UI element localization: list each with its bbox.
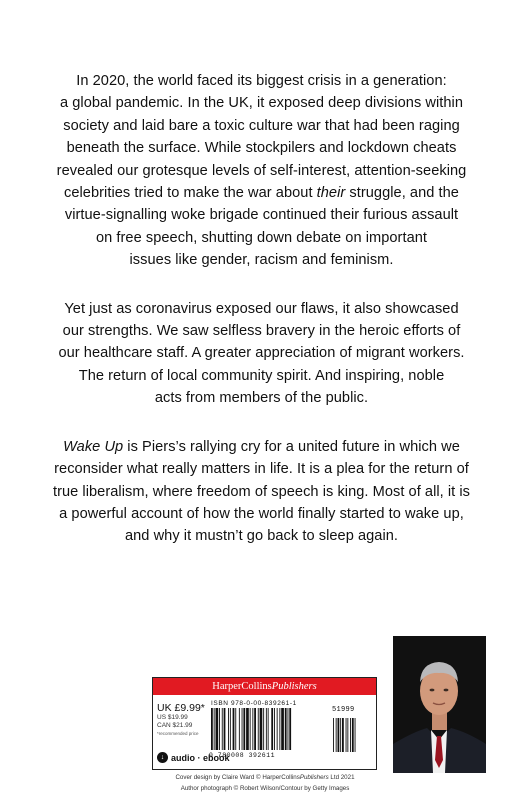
audio-ebook-text: audio · ebook bbox=[171, 752, 230, 763]
barcode-bar bbox=[252, 708, 253, 750]
blurb-line: our healthcare staff. A greater appreciation of migrant workers. bbox=[58, 345, 465, 362]
barcode-bar bbox=[277, 708, 278, 750]
publisher-suffix: Publishers bbox=[271, 681, 317, 692]
blurb-text: struggle, and the bbox=[345, 185, 459, 202]
barcode-bar bbox=[263, 708, 264, 750]
isbn-label: ISBN 978-0-00-839261-1 bbox=[211, 700, 297, 707]
barcode-bar bbox=[250, 708, 251, 750]
blurb-emphasis: their bbox=[316, 185, 346, 202]
blurb-line bbox=[40, 182, 483, 204]
barcode-bar bbox=[260, 708, 263, 750]
blurb-paragraph-1 bbox=[40, 70, 483, 272]
barcode-bar bbox=[230, 708, 231, 750]
barcode-bar bbox=[258, 708, 259, 750]
addon-barcode-bar bbox=[336, 718, 337, 752]
blurb-paragraph-3 bbox=[40, 436, 483, 548]
barcode-bar bbox=[254, 708, 256, 750]
addon-barcode-bar bbox=[333, 718, 334, 752]
barcode-bar bbox=[281, 708, 284, 750]
barcode-bar bbox=[279, 708, 280, 750]
barcode-digits: 9 780008 392611 bbox=[209, 752, 276, 759]
credit-emphasis: Publishers bbox=[299, 774, 329, 781]
addon-barcode-bar bbox=[340, 718, 341, 752]
barcode-bar bbox=[219, 708, 220, 750]
blurb-line: a powerful account of how the world finally started to wake up, bbox=[59, 505, 464, 522]
barcode-price-panel bbox=[152, 677, 377, 770]
blurb-line: on free speech, shutting down debate on important bbox=[95, 229, 428, 246]
barcode-bar bbox=[274, 708, 275, 750]
cover-design-credit bbox=[140, 772, 390, 783]
isbn-barcode bbox=[211, 708, 369, 752]
blurb-line: and why it mustn’t go back to sleep again. bbox=[124, 528, 399, 545]
barcode-bar bbox=[246, 708, 249, 750]
barcode-bar bbox=[285, 708, 287, 750]
addon-barcode-bar bbox=[350, 718, 351, 752]
blurb-line: our strengths. We saw selfless bravery in the heroic efforts of bbox=[62, 323, 461, 340]
photo-credit: Author photograph © Robert Wilson/Contour by Getty Images bbox=[180, 785, 350, 792]
blurb-line: The return of local community spirit. And inspiring, noble bbox=[78, 367, 445, 384]
barcode-bar bbox=[239, 708, 240, 750]
addon-barcode-bar bbox=[347, 718, 348, 752]
credit-text: Cover design by Claire Ward © HarperCollins bbox=[175, 774, 300, 781]
addon-barcode-bar bbox=[338, 718, 340, 752]
book-title-emphasis: Wake Up bbox=[63, 438, 124, 455]
blurb-line: a global pandemic. In the UK, it exposed deep divisions within bbox=[59, 95, 464, 112]
price-note: *recommended price bbox=[157, 731, 199, 736]
barcode-bar bbox=[222, 708, 223, 750]
cover-credits bbox=[140, 772, 390, 794]
barcode-bar bbox=[216, 708, 219, 750]
barcode-bar bbox=[266, 708, 267, 750]
blurb-line: revealed our grotesque levels of self-interest, attention-seeking bbox=[56, 162, 467, 179]
author-photo bbox=[393, 636, 486, 773]
audio-ebook-label bbox=[157, 752, 230, 763]
publisher-name: HarperCollins bbox=[212, 681, 272, 692]
barcode-bar bbox=[228, 708, 229, 750]
blurb-text: celebrities tried to make the war about bbox=[64, 185, 317, 202]
addon-barcode-bar bbox=[346, 718, 347, 752]
barcode-bar bbox=[224, 708, 226, 750]
back-cover-blurb bbox=[40, 70, 483, 574]
blurb-line: In 2020, the world faced its biggest crisis in a generation: bbox=[76, 73, 447, 89]
blurb-line: reconsider what really matters in life. It is a plea for the return of bbox=[54, 461, 469, 478]
blurb-paragraph-2 bbox=[40, 298, 483, 410]
barcode-bar bbox=[288, 708, 289, 750]
publisher-logo-bar bbox=[153, 678, 376, 695]
barcode-bar bbox=[233, 708, 235, 750]
price-block bbox=[157, 702, 209, 737]
barcode-bar bbox=[235, 708, 236, 750]
author-portrait-illustration bbox=[393, 636, 486, 773]
price-uk: UK £9.99* bbox=[157, 702, 205, 714]
barcode-bar bbox=[271, 708, 273, 750]
barcode-bar bbox=[289, 708, 291, 750]
addon-barcode-bar bbox=[352, 718, 354, 752]
blurb-line: virtue-signalling woke brigade continued their furious assault bbox=[64, 207, 459, 224]
blurb-text: is Piers’s rallying cry for a united future in which we bbox=[123, 438, 460, 455]
blurb-line: society and laid bare a toxic culture war that had been raging bbox=[63, 117, 460, 134]
addon-barcode-bar bbox=[342, 718, 344, 752]
barcode-bar bbox=[243, 708, 245, 750]
blurb-line: Yet just as coronavirus exposed our flaws, it also showcased bbox=[64, 300, 459, 317]
barcode-bar bbox=[211, 708, 213, 750]
price-us: US $19.99 bbox=[157, 714, 188, 721]
blurb-line bbox=[40, 436, 483, 458]
price-can: CAN $21.99 bbox=[157, 722, 193, 729]
blurb-line: beneath the surface. While stockpilers and lockdown cheats bbox=[66, 140, 457, 157]
blurb-line: true liberalism, where freedom of speech is king. Most of all, it is bbox=[52, 483, 471, 500]
blurb-line: issues like gender, racism and feminism. bbox=[129, 252, 394, 269]
barcode-bar bbox=[268, 708, 269, 750]
blurb-line: acts from members of the public. bbox=[154, 390, 369, 407]
barcode-bar bbox=[242, 708, 243, 750]
credit-text: Ltd 2021 bbox=[328, 774, 355, 781]
addon-barcode-bar bbox=[355, 718, 356, 752]
download-icon: ↓ bbox=[157, 752, 168, 763]
price-addon-digits: 51999 bbox=[332, 706, 355, 714]
barcode-bar bbox=[214, 708, 215, 750]
